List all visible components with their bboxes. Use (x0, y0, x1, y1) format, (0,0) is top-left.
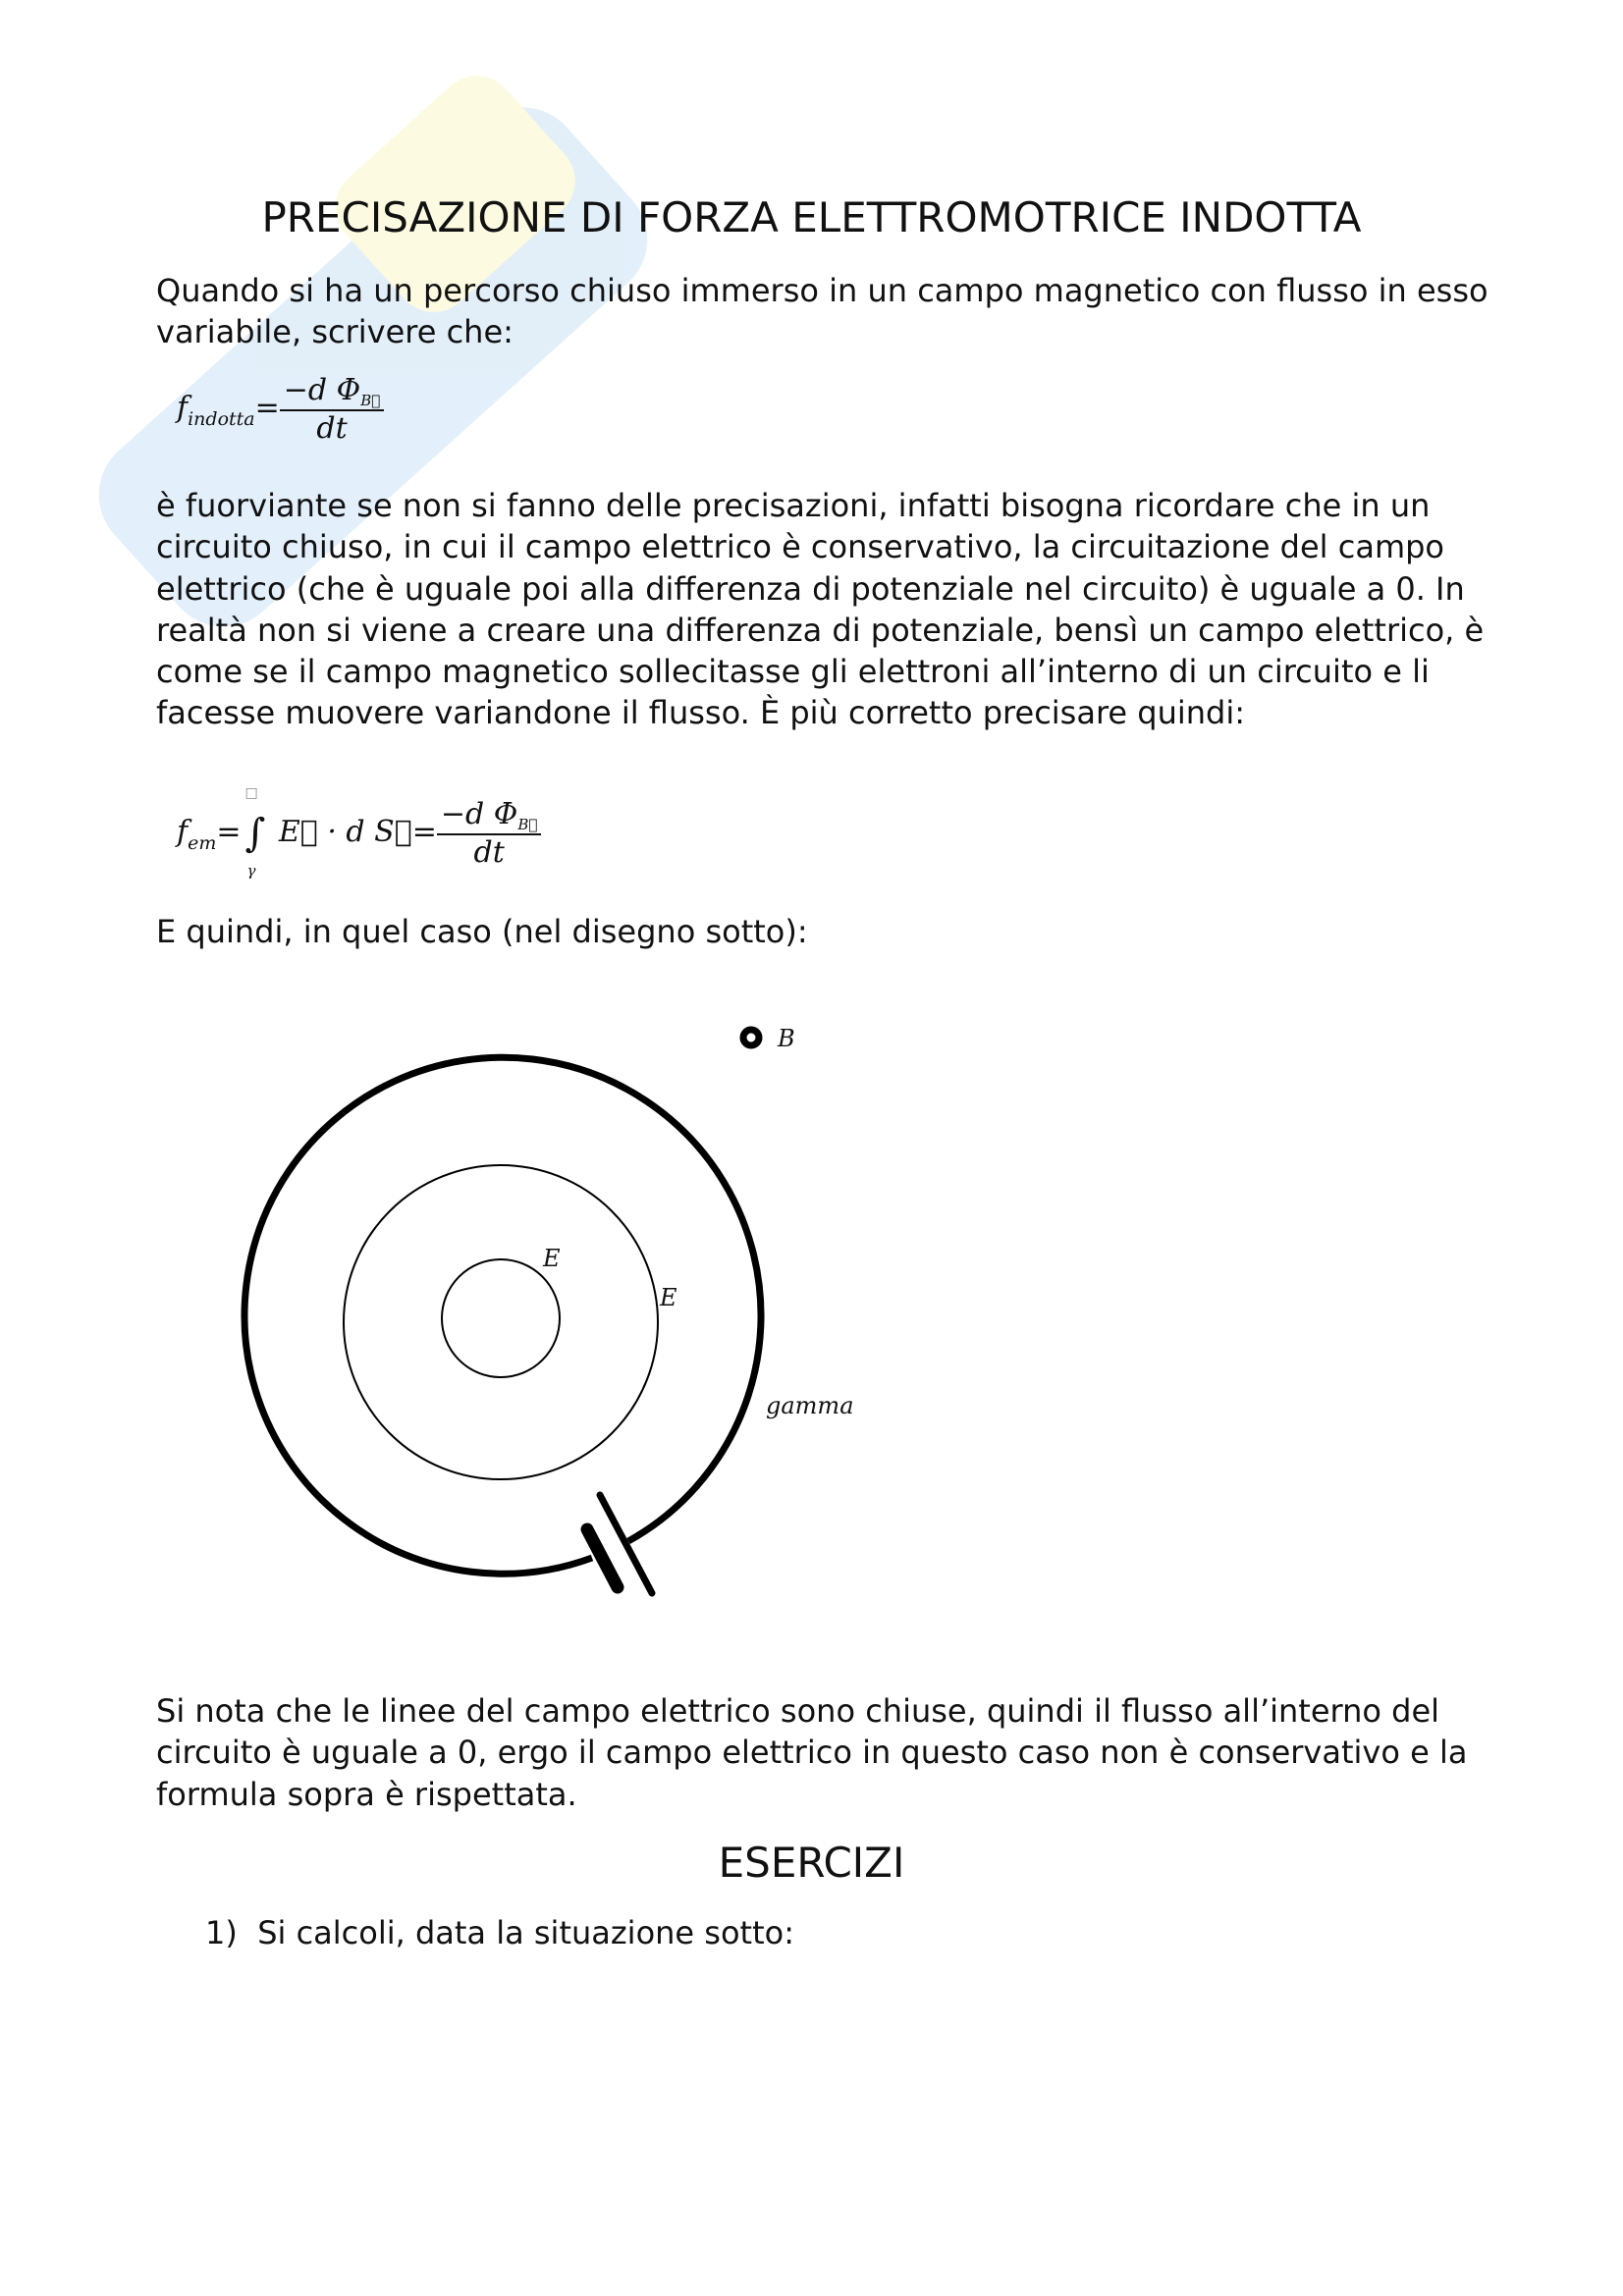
diagram-intro: E quindi, in quel caso (nel disegno sotto): (156, 913, 808, 950)
equals-sign: = (216, 815, 242, 849)
b-field-out-icon (743, 1030, 759, 1045)
section-heading: ESERCIZI (718, 1839, 905, 1887)
integral-sign: ∫ (244, 811, 266, 856)
numerator-sub: B⃗ (360, 392, 381, 409)
integrand: E⃗ · d S⃗ (278, 815, 412, 849)
intro-paragraph: Quando si ha un percorso chiuso immerso in un campo magnetico con flusso in esso variabile, scrivere che: (156, 272, 1488, 351)
page-title: PRECISAZIONE DI FORZA ELETTROMOTRICE INDOTTA (261, 193, 1362, 241)
numerator: −d Φ (283, 373, 361, 407)
gamma-label: gamma (766, 1392, 854, 1419)
explanation-paragraph: è fuorviante se non si fanno delle precisazioni, infatti bisogna ricordare che in un circuito chiuso, in cui il campo elettrico è conservativo, la circuitazione del campo elettrico (che è uguale poi alla differenza di potenziale nel circuito) è uguale a 0. In realtà non si viene a creare una differenza di potenziale, bensì un campo elettrico, è come se il campo magnetico sollecitasse gli elettroni all’interno di un circuito e li facesse muovere variandone il flusso. È più corretto precisare quindi: (156, 487, 1485, 732)
numerator-sub: B⃗ (517, 816, 538, 833)
integral-lower: γ (246, 862, 256, 880)
formula-lhs: f (177, 815, 189, 849)
conclusion-paragraph: Si nota che le linee del campo elettrico sono chiuse, quindi il flusso all’interno del circuito è uguale a 0, ergo il campo elettrico in questo caso non è conservativo e la formula sopra è rispettata. (156, 1692, 1468, 1813)
formula-induced-emf (177, 373, 384, 446)
integral-upper: □ (244, 785, 258, 801)
equals-sign: = (254, 391, 280, 425)
e-field-line-inner (442, 1259, 560, 1377)
fraction (280, 373, 385, 446)
formula-lhs-sub: em (188, 832, 217, 854)
formula-lhs: f (177, 391, 189, 425)
exercise-number: 1) (205, 1914, 238, 1951)
denominator: dt (316, 411, 348, 446)
gamma-loop (244, 1057, 761, 1574)
e-label-inner: E (543, 1245, 561, 1272)
exercise-text: Si calcoli, data la situazione sotto: (257, 1914, 794, 1951)
circuit-diagram (0, 982, 982, 1649)
e-label-outer: E (660, 1284, 677, 1311)
denominator: dt (473, 835, 505, 870)
formula-lhs-sub: indotta (188, 408, 255, 430)
fraction (437, 797, 542, 870)
formula-emf-circulation (177, 785, 541, 880)
exercise-item (205, 1912, 794, 1953)
equals-sign: = (411, 815, 437, 849)
e-field-line-outer (344, 1165, 658, 1479)
numerator: −d Φ (440, 797, 518, 831)
b-label: B (778, 1025, 795, 1052)
